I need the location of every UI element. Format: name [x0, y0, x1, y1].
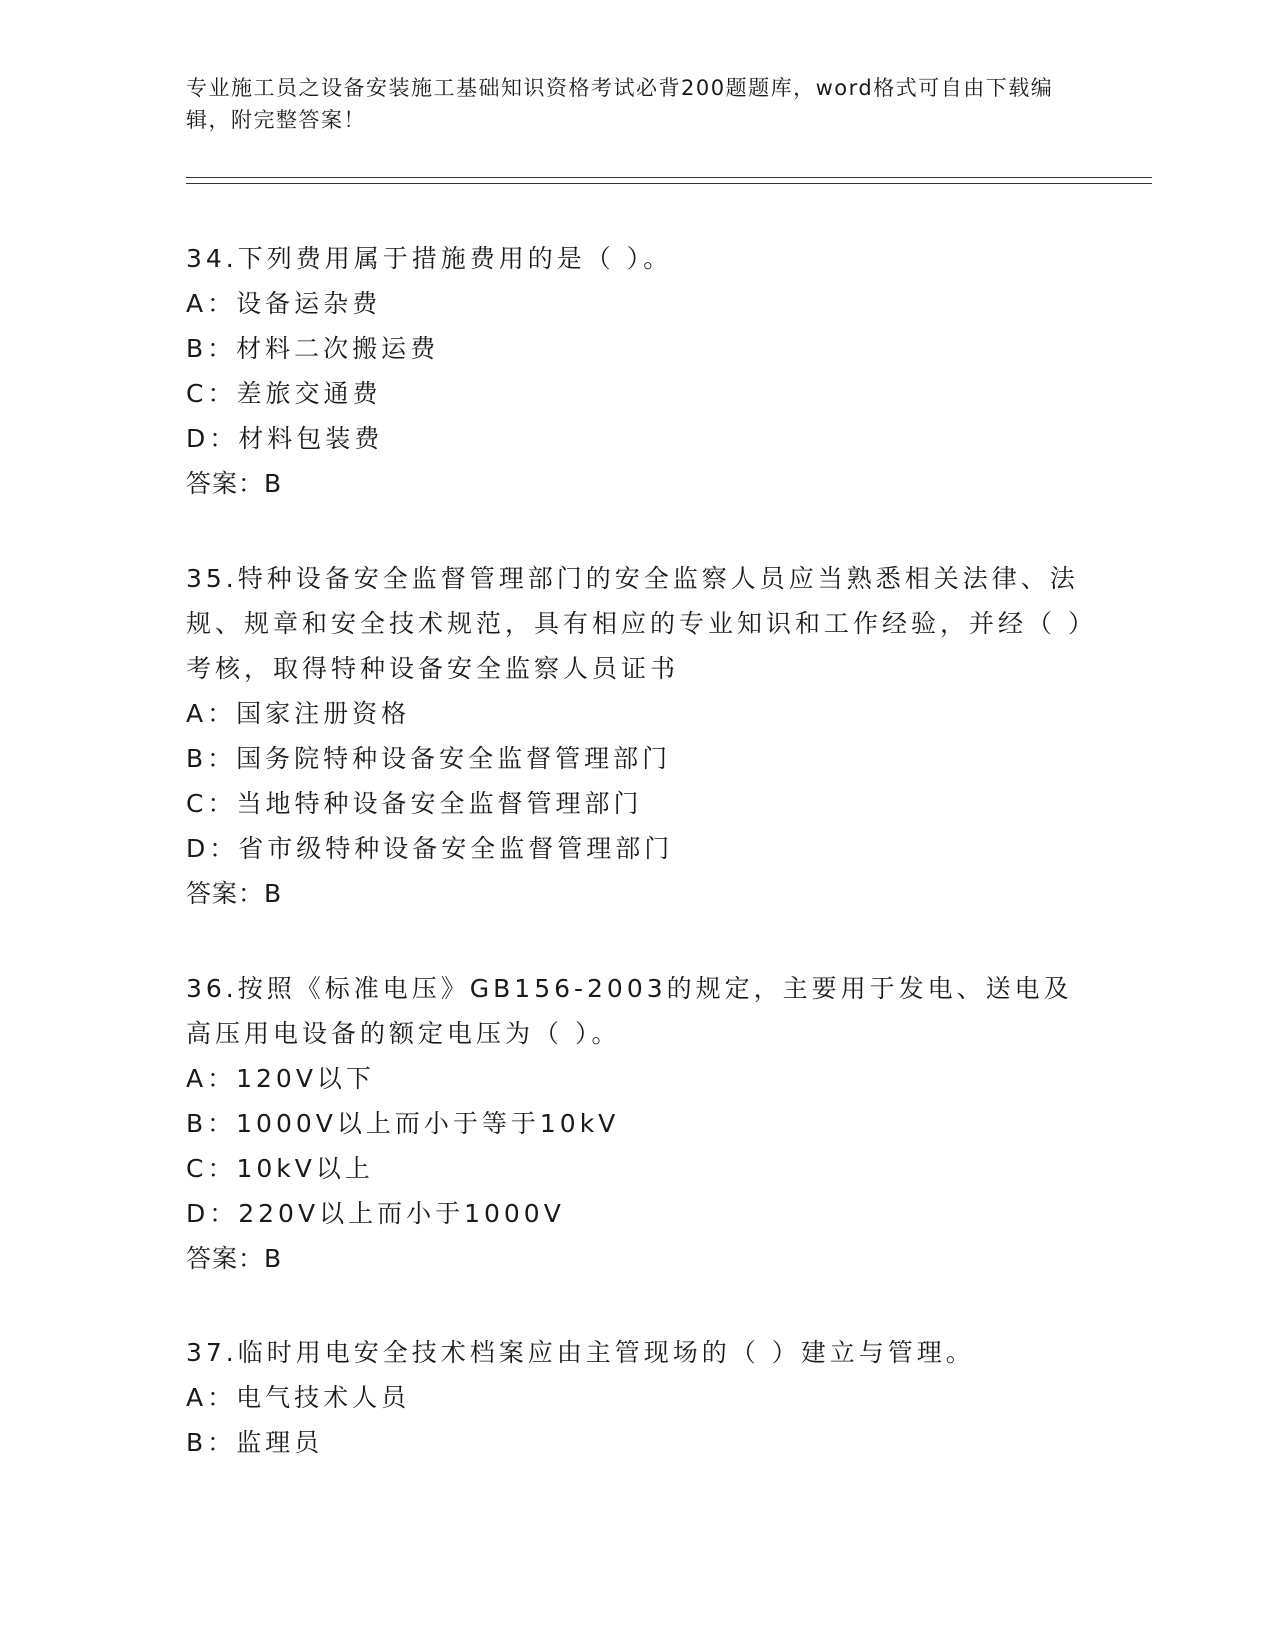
- option-a: A：设备运杂费: [186, 289, 382, 318]
- option-c: C：差旅交通费: [186, 379, 382, 408]
- answer: 答案：B: [186, 469, 283, 498]
- question-stem: 34.下列费用属于措施费用的是（ ）。: [186, 244, 673, 273]
- option-a: A：120V以下: [186, 1064, 375, 1093]
- question-stem: 37.临时用电安全技术档案应由主管现场的（ ）建立与管理。: [186, 1338, 975, 1367]
- question-37: [186, 1330, 1086, 1465]
- option-d: D：220V以上而小于1000V: [186, 1199, 565, 1228]
- header-divider: [186, 177, 1152, 178]
- option-d: D：材料包装费: [186, 424, 384, 453]
- option-b: B：国务院特种设备安全监督管理部门: [186, 744, 672, 773]
- question-stem: 36.按照《标准电压》GB156-2003的规定，主要用于发电、送电及高压用电设备的额定电压为（ ）。: [186, 974, 1073, 1048]
- option-d: D：省市级特种设备安全监督管理部门: [186, 834, 674, 863]
- option-b: B：监理员: [186, 1428, 324, 1457]
- option-c: C：当地特种设备安全监督管理部门: [186, 789, 643, 818]
- option-b: B：材料二次搬运费: [186, 334, 440, 363]
- question-36: [186, 966, 1086, 1281]
- option-a: A：国家注册资格: [186, 699, 411, 728]
- question-stem: 35.特种设备安全监督管理部门的安全监察人员应当熟悉相关法律、法规、规章和安全技术规范，具有相应的专业知识和工作经验，并经（ ）考核，取得特种设备安全监察人员证书: [186, 564, 1085, 683]
- answer: 答案：B: [186, 879, 283, 908]
- question-34: [186, 236, 1086, 506]
- option-a: A：电气技术人员: [186, 1383, 411, 1412]
- option-b: B：1000V以上而小于等于10kV: [186, 1109, 620, 1138]
- header-divider-double: [186, 183, 1152, 184]
- answer: 答案：B: [186, 1244, 283, 1273]
- option-c: C：10kV以上: [186, 1154, 374, 1183]
- question-35: [186, 556, 1086, 916]
- document-header: 专业施工员之设备安装施工基础知识资格考试必背200题题库，word格式可自由下载编辑，附完整答案！: [186, 76, 1054, 132]
